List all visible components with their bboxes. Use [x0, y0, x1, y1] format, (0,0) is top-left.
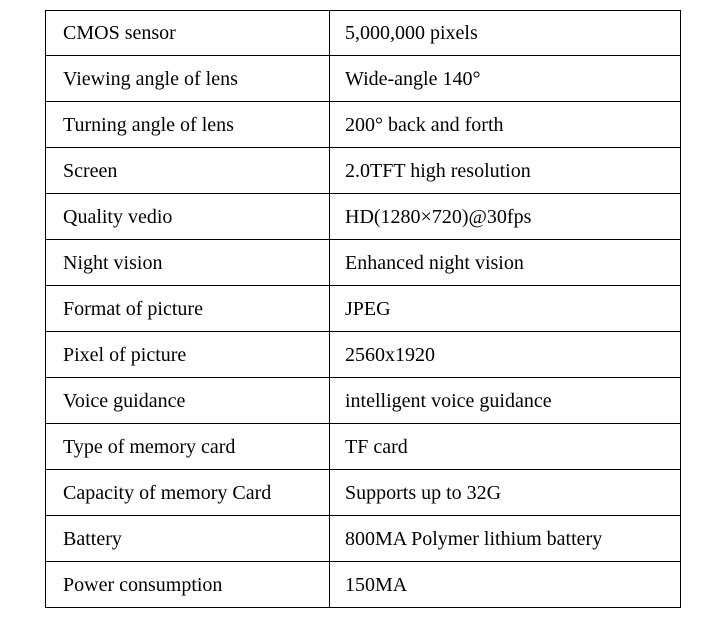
table-row [46, 286, 681, 332]
table-row [46, 470, 681, 516]
table-row [46, 56, 681, 102]
table-row [46, 11, 681, 56]
table-row [46, 194, 681, 240]
table-row [46, 102, 681, 148]
spec-value: Supports up to 32G [330, 470, 681, 516]
spec-value: JPEG [330, 286, 681, 332]
table-row [46, 240, 681, 286]
spec-label: Power consumption [46, 562, 330, 608]
table-row [46, 378, 681, 424]
table-row [46, 562, 681, 608]
spec-label: Format of picture [46, 286, 330, 332]
table-row [46, 424, 681, 470]
spec-label: CMOS sensor [46, 11, 330, 56]
spec-label: Night vision [46, 240, 330, 286]
spec-label: Battery [46, 516, 330, 562]
spec-value: 2.0TFT high resolution [330, 148, 681, 194]
spec-value: TF card [330, 424, 681, 470]
table-row [46, 332, 681, 378]
spec-label: Viewing angle of lens [46, 56, 330, 102]
spec-label: Type of memory card [46, 424, 330, 470]
spec-value: 2560x1920 [330, 332, 681, 378]
spec-label: Turning angle of lens [46, 102, 330, 148]
spec-label: Capacity of memory Card [46, 470, 330, 516]
spec-value: 150MA [330, 562, 681, 608]
spec-value: 5,000,000 pixels [330, 11, 681, 56]
spec-label: Screen [46, 148, 330, 194]
spec-value: intelligent voice guidance [330, 378, 681, 424]
spec-label: Pixel of picture [46, 332, 330, 378]
spec-value: 800MA Polymer lithium battery [330, 516, 681, 562]
spec-table [45, 10, 681, 608]
spec-value: HD(1280×720)@30fps [330, 194, 681, 240]
spec-value: Wide-angle 140° [330, 56, 681, 102]
table-row [46, 148, 681, 194]
spec-label: Quality vedio [46, 194, 330, 240]
spec-label: Voice guidance [46, 378, 330, 424]
spec-value: Enhanced night vision [330, 240, 681, 286]
table-row [46, 516, 681, 562]
spec-value: 200° back and forth [330, 102, 681, 148]
